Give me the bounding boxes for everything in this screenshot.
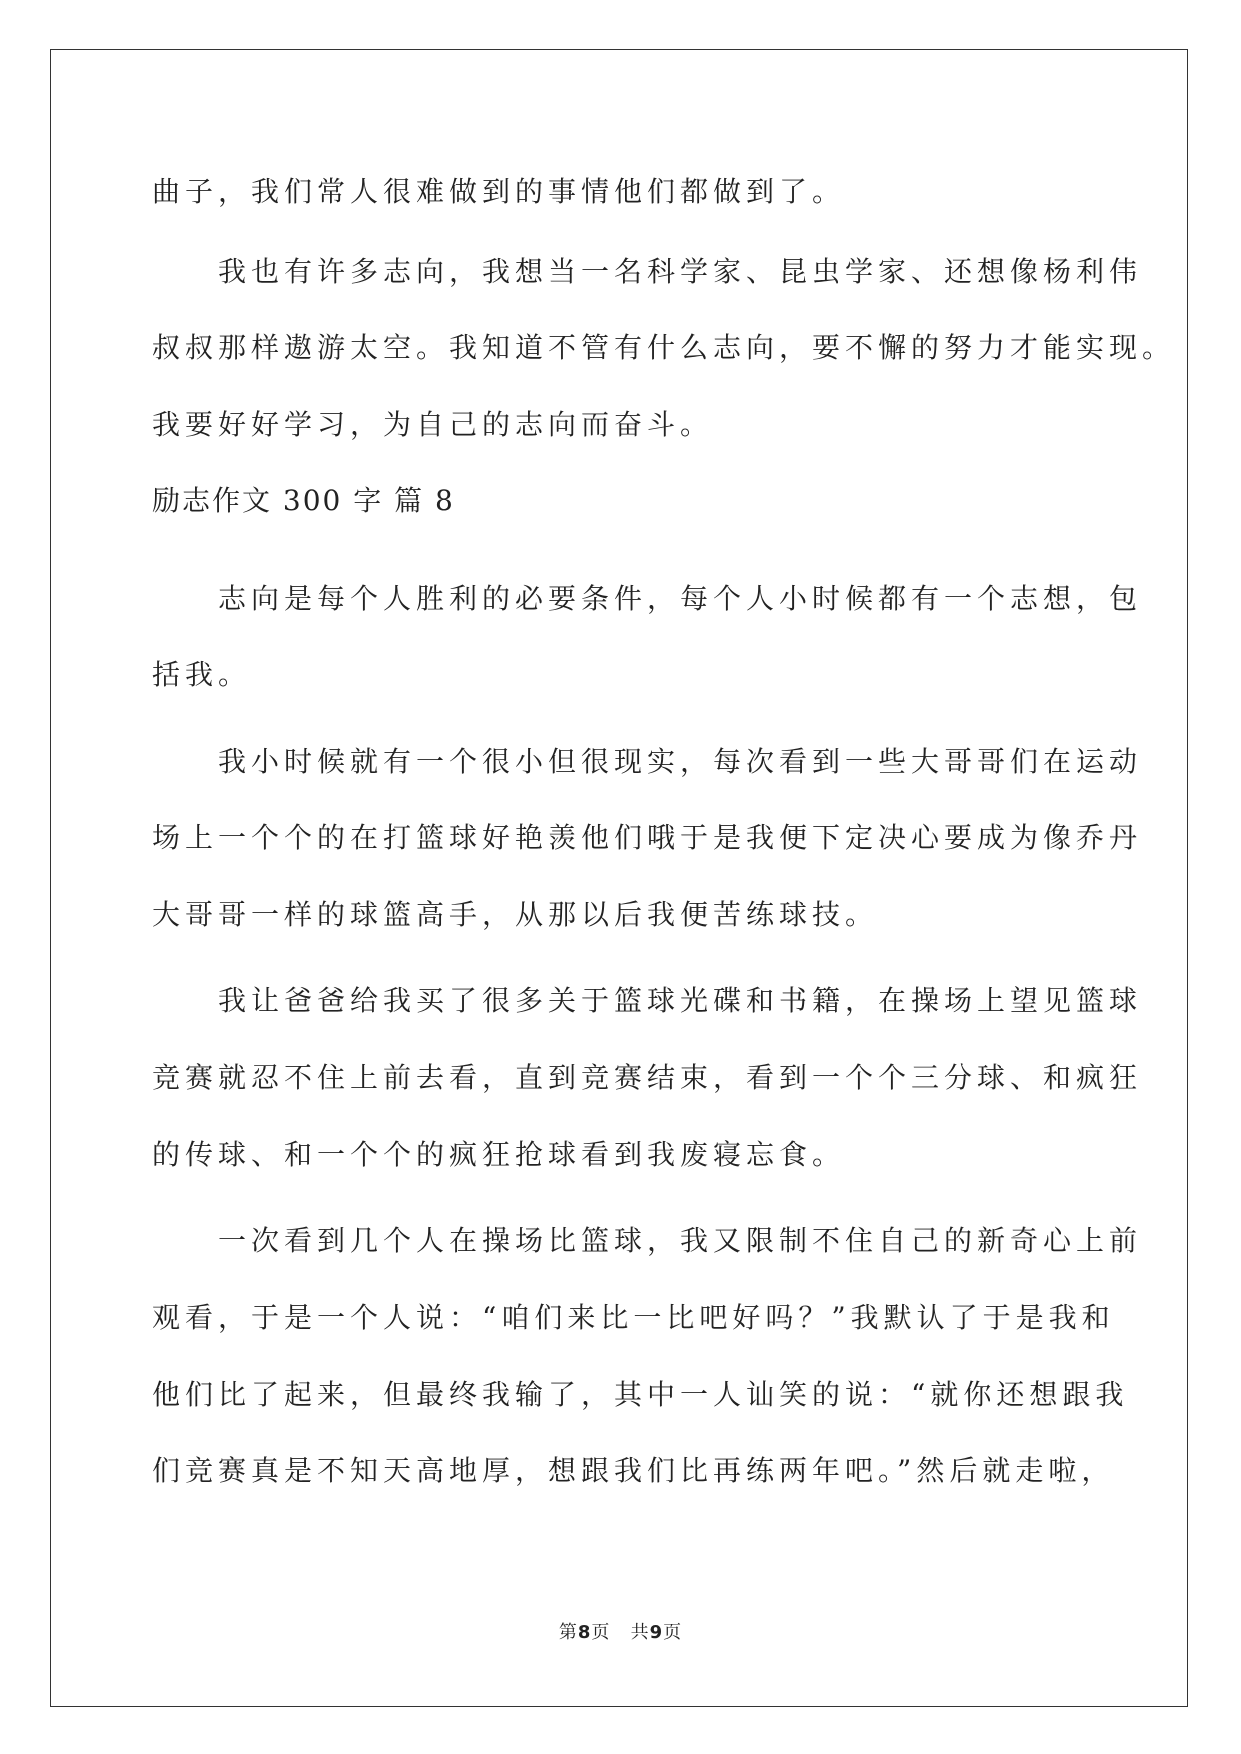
- paragraph-line: 观看，于是一个人说：“咱们来比一比吧好吗？”我默认了于是我和: [152, 1301, 1115, 1334]
- page-footer: [0, 1621, 1241, 1645]
- paragraph-line: 场上一个个的在打篮球好艳羡他们哦于是我便下定决心要成为像乔丹: [152, 821, 1143, 854]
- paragraph-line: 我小时候就有一个很小但很现实，每次看到一些大哥哥们在运动: [152, 745, 1143, 778]
- paragraph-line: 的传球、和一个个的疯狂抢球看到我废寝忘食。: [152, 1138, 846, 1171]
- footer-total-suffix: 页: [663, 1622, 683, 1643]
- paragraph-line: 叔叔那样遨游太空。我知道不管有什么志向，要不懈的努力才能实现。: [152, 331, 1176, 364]
- footer-prefix: 第: [558, 1622, 578, 1643]
- paragraph-line: 们竞赛真是不知天高地厚，想跟我们比再练两年吧。”然后就走啦，: [152, 1454, 1115, 1487]
- footer-page-suffix: 页: [591, 1622, 611, 1643]
- paragraph-line: 括我。: [152, 658, 252, 691]
- paragraph-line: 竞赛就忍不住上前去看，直到竞赛结束，看到一个个三分球、和疯狂: [152, 1061, 1143, 1094]
- section-heading: 励志作文 300 字 篇 8: [152, 484, 455, 517]
- current-page-number: 8: [577, 1622, 592, 1643]
- paragraph-line: 我要好好学习，为自己的志向而奋斗。: [152, 408, 714, 441]
- paragraph-line: 一次看到几个人在操场比篮球，我又限制不住自己的新奇心上前: [152, 1224, 1143, 1257]
- paragraph-line: 他们比了起来，但最终我输了，其中一人讪笑的说：“就你还想跟我: [152, 1378, 1129, 1411]
- paragraph-line: 我也有许多志向，我想当一名科学家、昆虫学家、还想像杨利伟: [152, 255, 1143, 288]
- paragraph-line: 我让爸爸给我买了很多关于篮球光碟和书籍，在操场上望见篮球: [152, 984, 1143, 1017]
- paragraph-line: 曲子，我们常人很难做到的事情他们都做到了。: [152, 175, 846, 208]
- footer-total-prefix: 共: [630, 1622, 650, 1643]
- paragraph-line: 志向是每个人胜利的必要条件，每个人小时候都有一个志想，包: [152, 582, 1143, 615]
- paragraph-line: 大哥哥一样的球篮高手，从那以后我便苦练球技。: [152, 898, 879, 931]
- total-pages-number: 9: [649, 1622, 664, 1643]
